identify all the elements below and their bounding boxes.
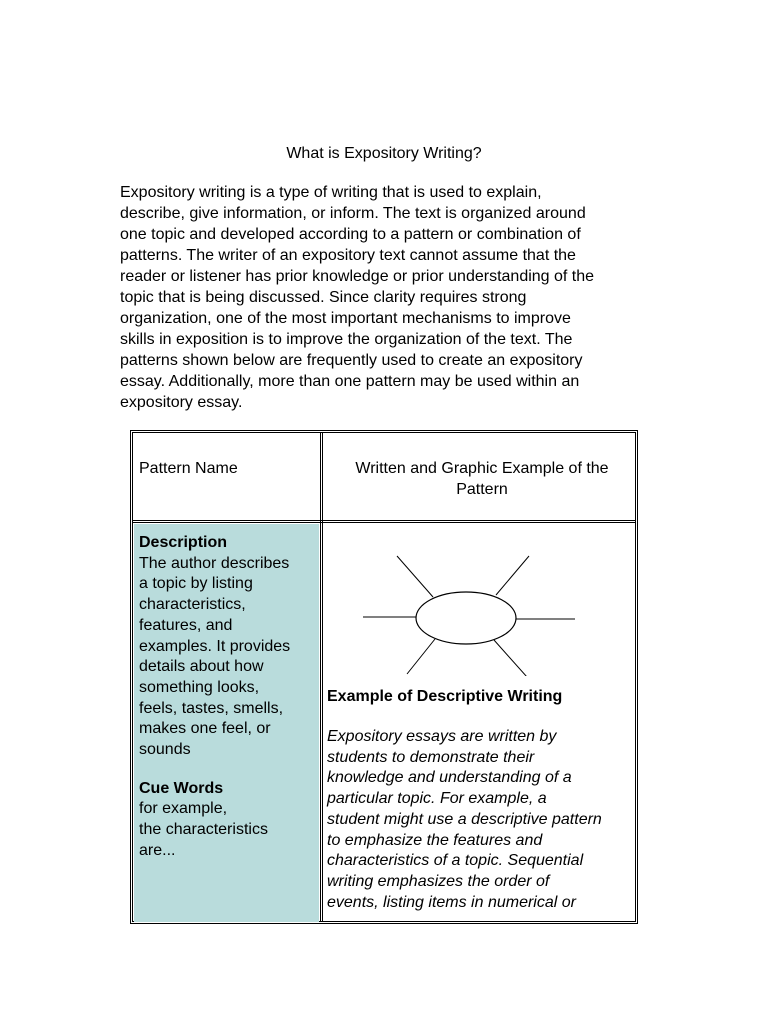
example-heading: Example of Descriptive Writing [327,688,563,705]
intro-line: patterns shown below are frequently used to create an expository [120,352,583,369]
intro-line: describe, give information, or inform. The text is organized around [120,205,586,222]
diagram-center-oval [416,592,516,644]
description-line: a topic by listing [139,575,253,593]
diagram-spoke [407,639,435,674]
intro-line: patterns. The writer of an expository text cannot assume that the [120,247,576,264]
example-text [327,727,633,913]
intro-line: Expository writing is a type of writing that is used to explain, [120,184,542,201]
header-pattern-name: Pattern Name [139,460,238,477]
diagram-spoke [496,556,529,595]
example-line: Expository essays are written by [327,728,557,745]
description-line: features, and [139,616,233,634]
diagram-spoke [397,556,433,597]
diagram-spoke [494,640,527,676]
descriptive-web-diagram [363,546,593,676]
example-line: writing emphasizes the order of [327,872,550,890]
pattern-table [130,430,638,924]
intro-line: expository essay. [120,394,243,411]
example-line: particular topic. For example, a [327,790,547,808]
description-line: sounds [139,741,191,759]
cue-words-line: are... [139,841,176,859]
description-cell [134,524,319,922]
description-line: details about how [139,658,264,676]
example-line: student might use a descriptive pattern [327,810,602,828]
description-line: makes one feel, or [139,720,271,738]
header-example [329,458,635,500]
cue-words-heading: Cue Words [139,779,224,797]
cue-words-line: for example, [139,800,228,818]
example-cell [323,524,635,922]
intro-line: essay. Additionally, more than one pattern may be used within an [120,373,580,390]
description-line: characteristics, [139,596,246,614]
spacer [139,761,319,779]
intro-line: reader or listener has prior knowledge or prior understanding of the [120,268,595,285]
intro-line: organization, one of the most important mechanisms to improve [120,310,571,327]
cue-words-line: the characteristics [139,821,268,839]
example-line: students to demonstrate their [327,748,535,766]
intro-line: skills in exposition is to improve the organization of the text. The [120,331,573,348]
intro-paragraph [120,182,650,413]
description-line: examples. It provides [139,637,291,655]
description-line: feels, tastes, smells, [139,699,284,717]
intro-line: one topic and developed according to a pattern or combination of [120,226,581,243]
intro-line: topic that is being discussed. Since clarity requires strong [120,289,527,306]
description-heading: Description [139,534,228,551]
page-title: What is Expository Writing? [286,145,482,162]
example-line: to emphasize the features and [327,831,543,849]
example-line: characteristics of a topic. Sequential [327,852,584,870]
header-example-line: Written and Graphic Example of the [355,460,609,477]
example-line: knowledge and understanding of a [327,769,572,787]
description-line: The author describes [139,554,290,572]
description-line: something looks, [139,678,260,696]
example-line: events, listing items in numerical or [327,893,576,911]
header-example-line: Pattern [456,481,508,498]
table-header-row [133,433,635,523]
